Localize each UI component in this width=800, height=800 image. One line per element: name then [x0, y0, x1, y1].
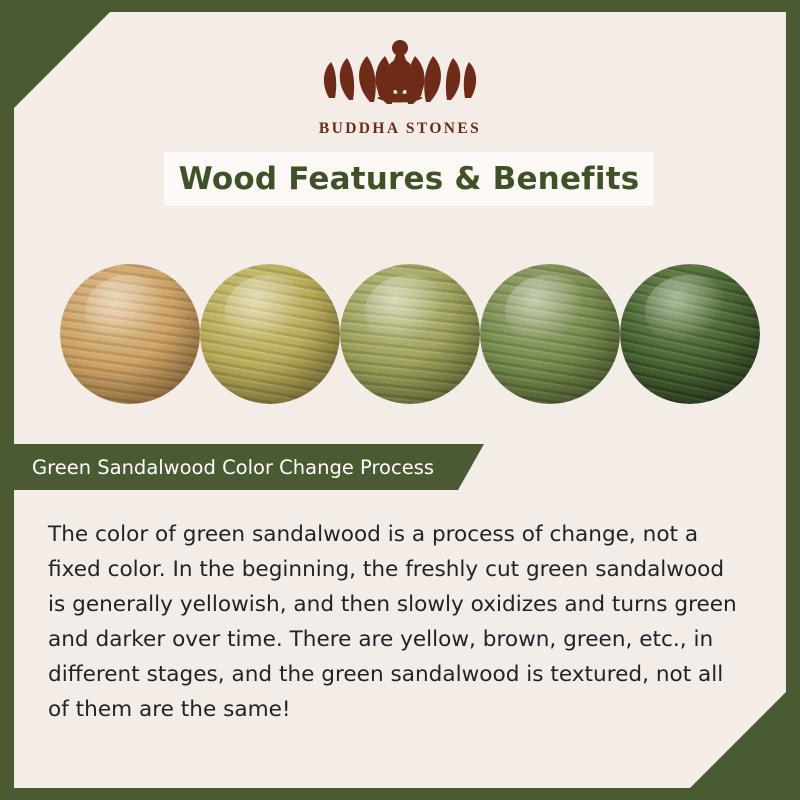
bead-stage-4 [480, 264, 620, 404]
frame-top-bar [0, 0, 240, 12]
bead-row [60, 260, 760, 408]
section-label: Green Sandalwood Color Change Process [32, 455, 435, 479]
brand-name: BUDDHA STONES [318, 120, 482, 137]
brand-logo [14, 26, 786, 138]
bead-stage-1 [60, 264, 200, 404]
bead-stage-2 [200, 264, 340, 404]
page-title: Wood Features & Benefits [178, 161, 640, 197]
frame-bottom-bar [540, 788, 800, 800]
bead-stage-5 [620, 264, 760, 404]
ribbon-tail [458, 444, 484, 490]
lotus-meditation-icon [315, 26, 485, 114]
title-band [164, 152, 654, 206]
description-paragraph: The color of green sandalwood is a process of change, not a fixed color. In the beginning, the freshly cut green sandalwood is generally yellowish, and then slowly oxidizes and turns green and darker over time. There are yellow, brown, green, etc., in different stages, and the green sandalwood is textured, not all of them are the same! [48, 522, 737, 722]
bead-stage-3 [340, 264, 480, 404]
section-ribbon [14, 444, 458, 490]
